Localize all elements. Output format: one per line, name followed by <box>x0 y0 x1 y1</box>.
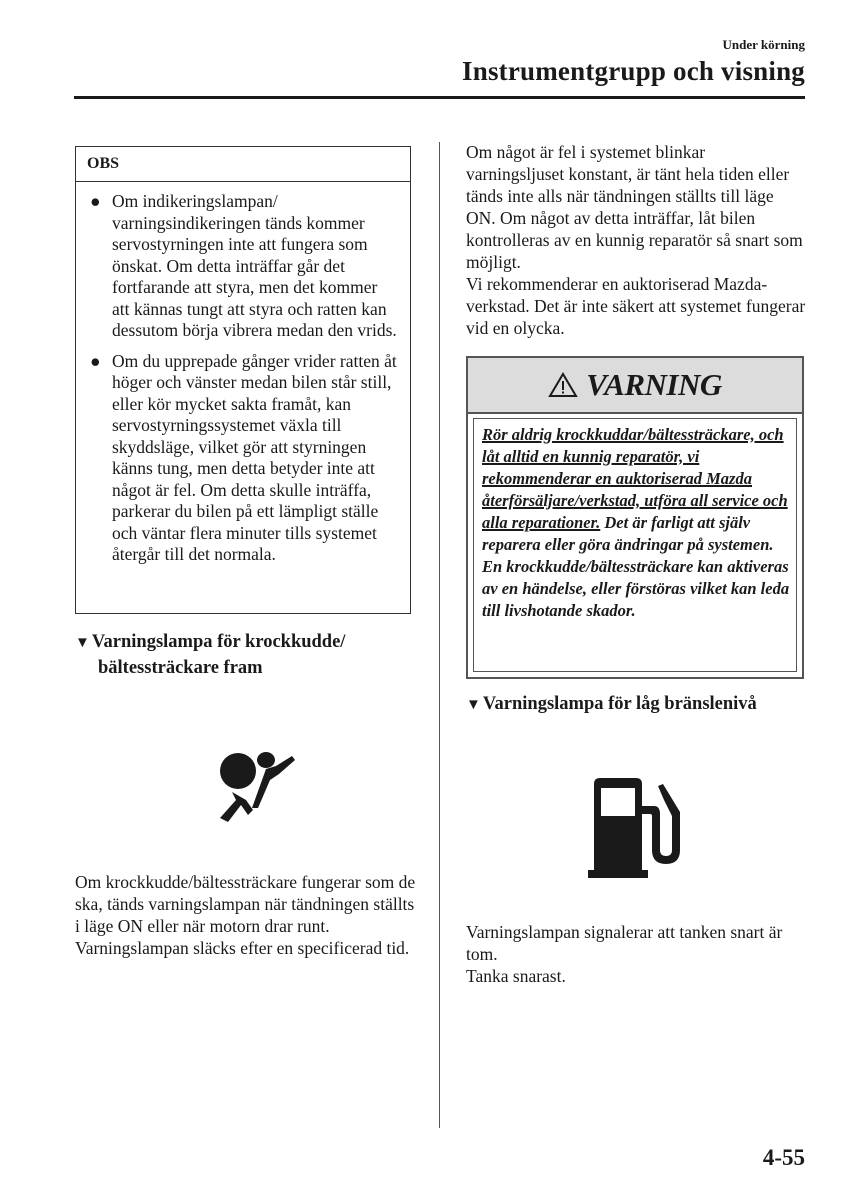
bullet-icon: ● <box>90 191 101 211</box>
section-label: Under körning <box>722 37 805 52</box>
airbag-section-heading <box>75 630 420 681</box>
header-rule <box>74 96 805 99</box>
page-number: 4-55 <box>762 1145 805 1170</box>
obs-item-text: Om indikeringslampan/ varningsindikeringen tänds kommer servostyrningen inte att fungera som önskat. Om detta inträffar går det fortfarande att styra, men det kommer att kännas tungt att styra och ratten kan dessutom börja vibrera medan den vrids. <box>112 191 397 340</box>
fuel-body-line1: Varningslampan signalerar att tanken snart är tom. <box>466 922 783 964</box>
fuel-section-heading <box>466 692 816 718</box>
page-title: Instrumentgrupp och visning <box>462 56 805 86</box>
obs-item <box>88 351 398 566</box>
obs-note-box <box>75 146 411 614</box>
obs-item <box>88 191 398 342</box>
triangle-down-icon: ▼ <box>466 697 481 713</box>
fuel-body-text <box>466 921 806 987</box>
airbag-body-text: Om krockkudde/bältessträckare fungerar som de ska, tänds varningslampan när tändningen ställts i läge ON eller när motorn drar runt. Varningslampan släcks efter en specificerad tid. <box>75 872 416 958</box>
warning-triangle-icon <box>548 372 578 398</box>
warning-text: Det är farligt att själv reparera eller göra ändringar på systemen. En krockkudde/bältessträckare kan aktiveras av en händelse, eller förstöras vilket kan leda till livshotande skador. <box>482 513 790 620</box>
airbag-heading-line2: bältessträckare fram <box>98 658 263 678</box>
warning-underlined-text: Rör aldrig krockkuddar/bältessträckare, och låt alltid en kunnig reparatör, vi rekommenderar en auktoriserad Mazda återförsäljare/verkstad, utföra all service och alla reparationer. <box>482 425 788 532</box>
warning-title: VARNING <box>586 367 722 402</box>
right-intro-paragraph-2: Vi rekommenderar en auktoriserad Mazda-verkstad. Det är inte säkert att systemet fungerar vid en olycka. <box>466 274 806 338</box>
warning-box <box>466 356 804 679</box>
right-intro-text <box>466 141 806 339</box>
fuel-pump-icon <box>588 778 686 878</box>
warning-header <box>468 358 802 414</box>
right-intro-paragraph: Om något är fel i systemet blinkar varningsljuset konstant, är tänt hela tiden eller tänds inte alls när tändningen ställts till läge ON. Om något av detta inträffar, låt bilen kontrolleras av en kunnig reparatör så snart som möjligt. <box>466 142 803 272</box>
airbag-warning-icon <box>206 748 296 824</box>
bullet-icon: ● <box>90 350 101 371</box>
triangle-down-icon: ▼ <box>75 635 90 651</box>
column-divider <box>439 142 440 1128</box>
airbag-heading-line1: Varningslampa för krockkudde/ <box>91 632 346 652</box>
obs-list <box>76 182 410 566</box>
fuel-body-line2: Tanka snarast. <box>466 966 566 986</box>
warning-content <box>473 418 797 672</box>
obs-label: OBS <box>76 147 410 182</box>
fuel-heading-text: Varningslampa för låg bränslenivå <box>482 694 757 714</box>
obs-item-text: Om du upprepade gånger vrider ratten åt höger och vänster medan bilen står still, eller kör mycket sakta framåt, kan servostyrningssystemet växla till skyddsläge, vilket gör att styrningen känns tung, men detta betyder inte att något är fel. Om detta skulle inträffa, parkerar du bilen på ett lämpligt ställe och väntar flera minuter tills systemet återgår till det normala. <box>112 350 397 564</box>
